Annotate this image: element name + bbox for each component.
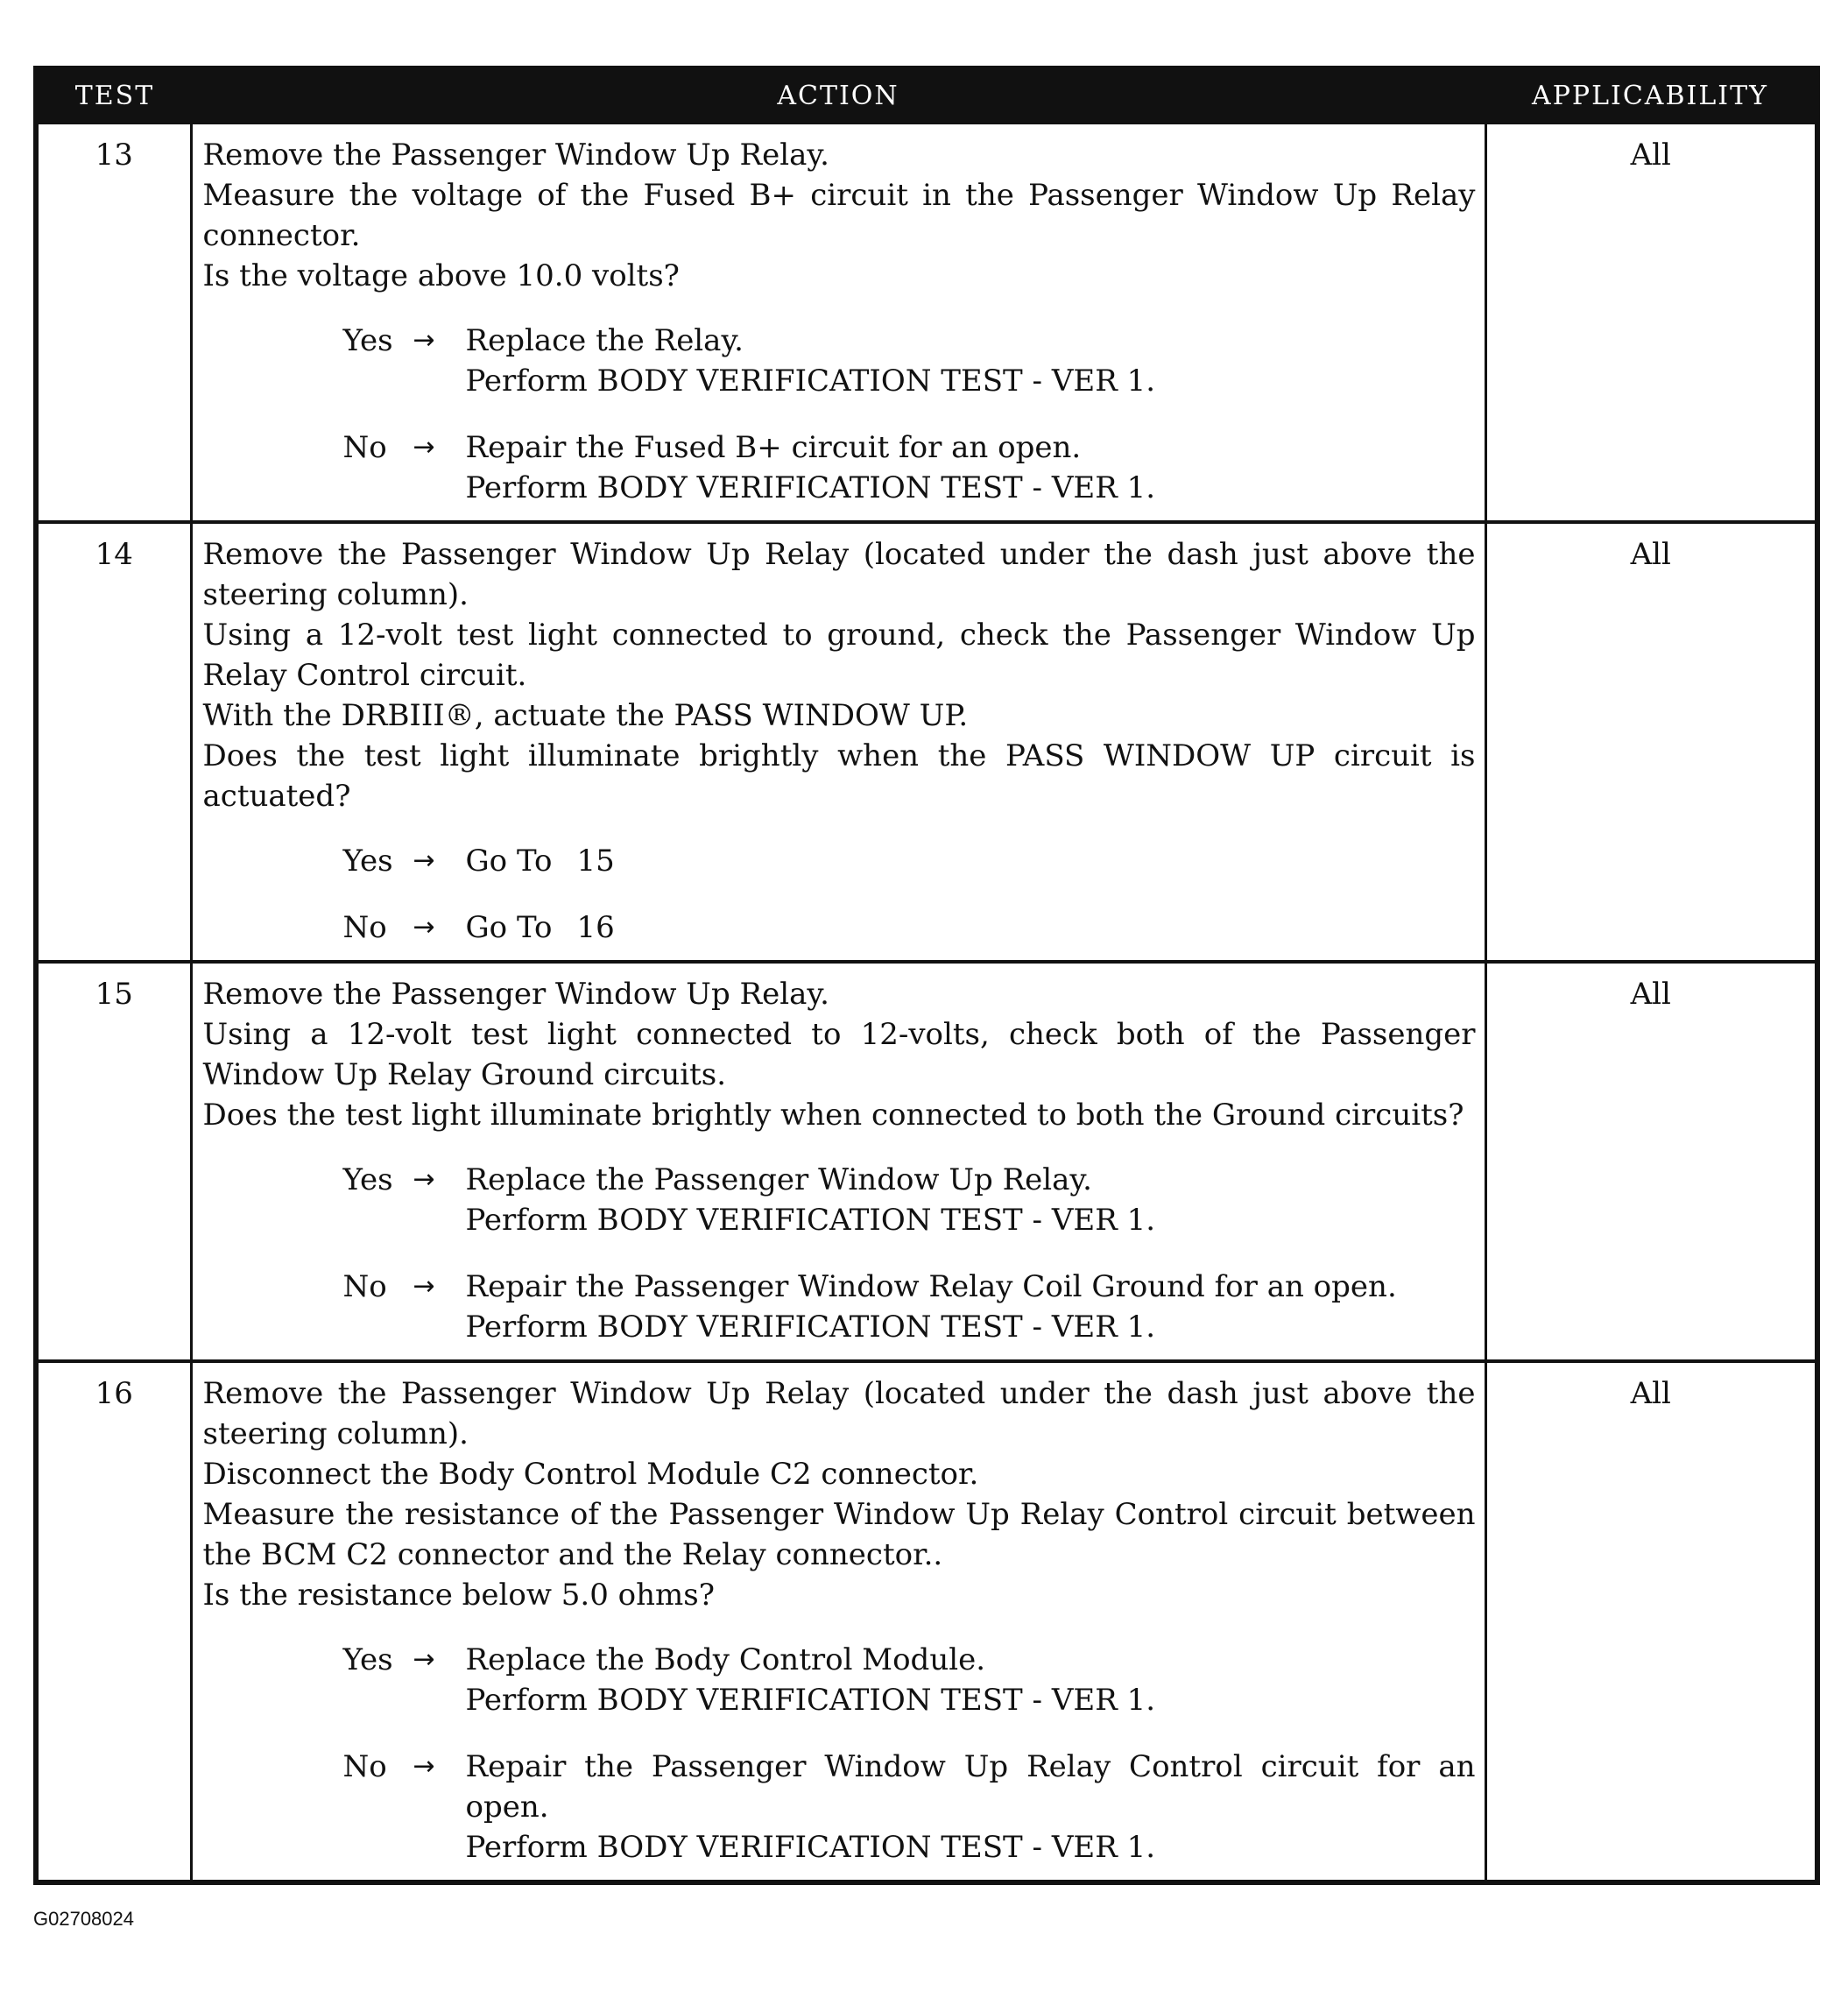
- outcome-yes: [343, 1160, 1476, 1240]
- action-step: Does the test light illuminate brightly when connected to both the Ground circuits?: [202, 1098, 1464, 1133]
- action-step: Disconnect the Body Control Module C2 connector.: [202, 1457, 979, 1492]
- result-line: Perform BODY VERIFICATION TEST - VER 1.: [465, 1310, 1156, 1345]
- action-cell: [191, 962, 1485, 1361]
- outcome-result: [466, 427, 1476, 508]
- result-line: Perform BODY VERIFICATION TEST - VER 1.: [465, 1683, 1156, 1718]
- outcome-result: [466, 321, 1476, 401]
- goto-test-link[interactable]: 15: [576, 844, 615, 879]
- outcomes: [203, 841, 1476, 948]
- action-step: Does the test light illuminate brightly when the PASS WINDOW UP circuit is actuated?: [202, 738, 1476, 814]
- action-step: Measure the resistance of the Passenger Window Up Relay Control circuit between the BCM C2 connector and the Relay connector..: [202, 1497, 1476, 1572]
- outcome-yes: [343, 1640, 1476, 1720]
- result-line: Replace the Relay.: [465, 323, 744, 358]
- header-test: TEST: [36, 68, 191, 123]
- right-arrow-icon: →: [413, 325, 435, 356]
- right-arrow-icon: →: [413, 845, 435, 876]
- header-row: [36, 68, 1817, 123]
- table-row: [36, 1361, 1817, 1882]
- result-line: Perform BODY VERIFICATION TEST - VER 1.: [465, 1203, 1156, 1238]
- table-row: [36, 962, 1817, 1361]
- result-line: Repair the Passenger Window Relay Coil Ground for an open.: [465, 1269, 1397, 1304]
- action-step: Remove the Passenger Window Up Relay (located under the dash just above the steering column).: [202, 537, 1476, 612]
- result-line: Perform BODY VERIFICATION TEST - VER 1.: [465, 364, 1156, 399]
- action-step: Is the voltage above 10.0 volts?: [202, 258, 680, 293]
- answer-label: Yes: [342, 1162, 393, 1197]
- outcome-yes: [343, 321, 1476, 401]
- result-line: Perform BODY VERIFICATION TEST - VER 1.: [465, 470, 1156, 505]
- test-number: 14: [36, 522, 191, 962]
- header-action: ACTION: [191, 68, 1485, 123]
- answer-label: Yes: [342, 1642, 393, 1677]
- answer-label: No: [342, 1749, 387, 1784]
- action-step: With the DRBIII®, actuate the PASS WINDOW UP.: [202, 698, 969, 733]
- action-cell: [191, 1361, 1485, 1882]
- action-step: Using a 12-volt test light connected to ground, check the Passenger Window Up Relay Control circuit.: [202, 618, 1476, 693]
- right-arrow-icon: →: [413, 1751, 435, 1782]
- figure-id: G02708024: [33, 1908, 134, 1930]
- outcome-result: [466, 1160, 1476, 1240]
- test-number: 16: [36, 1361, 191, 1882]
- outcomes: [203, 1640, 1476, 1867]
- answer-label: No: [342, 1269, 387, 1304]
- outcome-no: [343, 1267, 1476, 1347]
- right-arrow-icon: →: [413, 1644, 435, 1675]
- action-step: Remove the Passenger Window Up Relay (located under the dash just above the steering column).: [202, 1376, 1476, 1451]
- result-line: Replace the Body Control Module.: [465, 1642, 986, 1677]
- outcome-result: [466, 841, 1476, 881]
- outcome-yes: [343, 841, 1476, 881]
- right-arrow-icon: →: [413, 1271, 435, 1302]
- result-line: Perform BODY VERIFICATION TEST - VER 1.: [465, 1830, 1156, 1865]
- applicability-cell: All: [1485, 1361, 1817, 1882]
- applicability-cell: All: [1485, 123, 1817, 522]
- test-number: 15: [36, 962, 191, 1361]
- outcomes: [203, 1160, 1476, 1347]
- outcome-result: [466, 907, 1476, 948]
- outcome-no: [343, 907, 1476, 948]
- applicability-cell: All: [1485, 962, 1817, 1361]
- action-step: Remove the Passenger Window Up Relay.: [202, 977, 829, 1012]
- answer-label: Yes: [342, 323, 393, 358]
- goto-label: Go To: [465, 910, 553, 945]
- outcome-result: [466, 1267, 1476, 1347]
- answer-label: No: [342, 430, 387, 465]
- diagnostic-test-table: [33, 66, 1820, 1885]
- action-cell: [191, 522, 1485, 962]
- outcomes: [203, 321, 1476, 508]
- action-step: Is the resistance below 5.0 ohms?: [202, 1578, 715, 1613]
- right-arrow-icon: →: [413, 432, 435, 462]
- answer-label: Yes: [342, 844, 393, 879]
- answer-label: No: [342, 910, 387, 945]
- goto-test-link[interactable]: 16: [576, 910, 615, 945]
- right-arrow-icon: →: [413, 1164, 435, 1195]
- header-applicability: APPLICABILITY: [1485, 68, 1817, 123]
- table-row: [36, 123, 1817, 522]
- result-line: Replace the Passenger Window Up Relay.: [465, 1162, 1092, 1197]
- action-step: Measure the voltage of the Fused B+ circuit in the Passenger Window Up Relay connector.: [202, 178, 1476, 253]
- right-arrow-icon: →: [413, 912, 435, 943]
- action-step: Remove the Passenger Window Up Relay.: [202, 138, 829, 173]
- action-step: Using a 12-volt test light connected to 12-volts, check both of the Passenger Window Up Relay Ground circuits.: [202, 1017, 1476, 1092]
- outcome-result: [466, 1640, 1476, 1720]
- goto-label: Go To: [465, 844, 553, 879]
- table-row: [36, 522, 1817, 962]
- outcome-no: [343, 1747, 1476, 1867]
- test-number: 13: [36, 123, 191, 522]
- result-line: Repair the Passenger Window Up Relay Control circuit for an open.: [465, 1749, 1476, 1825]
- outcome-result: [466, 1747, 1476, 1867]
- action-cell: [191, 123, 1485, 522]
- result-line: Repair the Fused B+ circuit for an open.: [465, 430, 1082, 465]
- outcome-no: [343, 427, 1476, 508]
- applicability-cell: All: [1485, 522, 1817, 962]
